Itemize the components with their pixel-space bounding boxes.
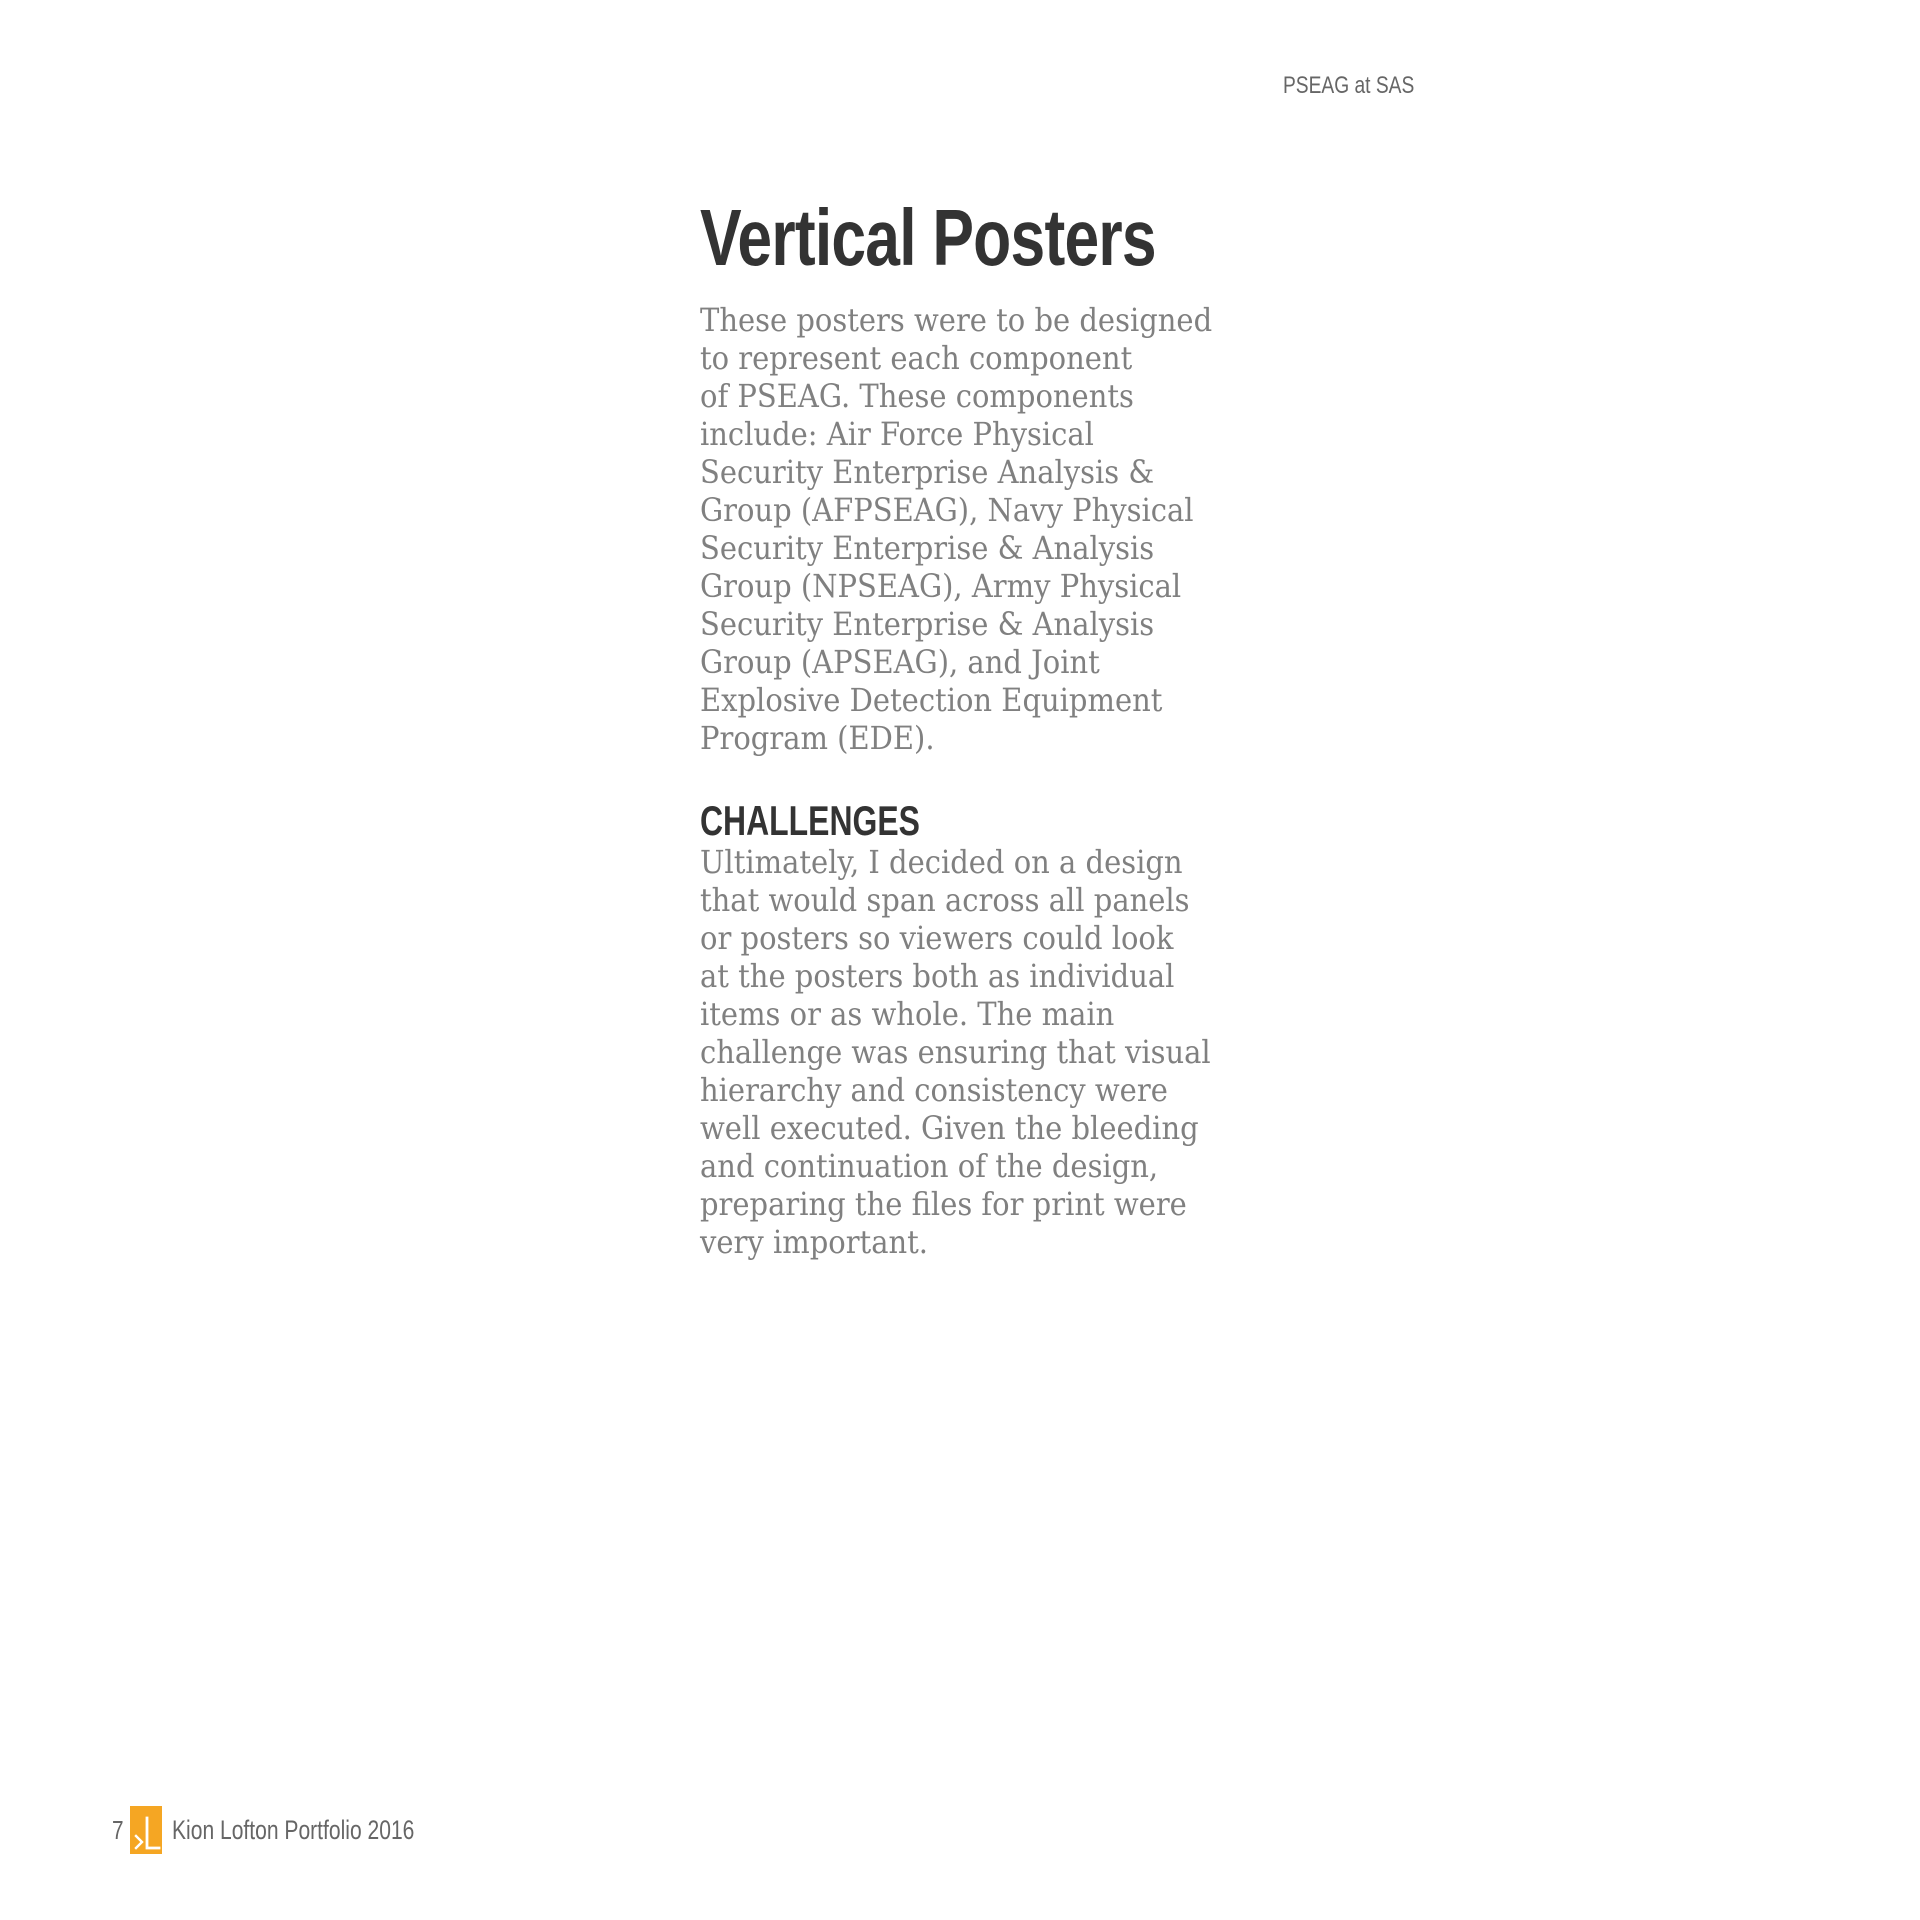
kl-monogram-icon: [130, 1806, 162, 1854]
challenges-heading: CHALLENGES: [700, 797, 920, 844]
page-footer: [112, 1806, 483, 1854]
challenges-paragraph: Ultimately, I decided on a design that would span across all panels or posters so viewers could look at the posters both as individual items or as whole. The main challenge was ensuring that visual hierarchy and consistency were well executed. Given the bleeding and continuation of the design, preparing the files for print were very important.: [700, 845, 1211, 1261]
running-header: PSEAG at SAS: [1283, 72, 1415, 99]
intro-paragraph: These posters were to be designed to represent each component of PSEAG. These components include: Air Force Physical Security Enterprise Analysis & Group (AFPSEAG), Navy Physical Security Enterprise & Analysis Group (NPSEAG), Army Physical Security Enterprise & Analysis Group (APSEAG), and Joint Explosive Detection Equipment Program (EDE).: [700, 303, 1213, 757]
main-content: [700, 190, 1300, 1262]
portfolio-label: Kion Lofton Portfolio 2016: [172, 1814, 415, 1845]
page-number: 7: [112, 1814, 124, 1845]
page-title: Vertical Posters: [700, 193, 1156, 282]
